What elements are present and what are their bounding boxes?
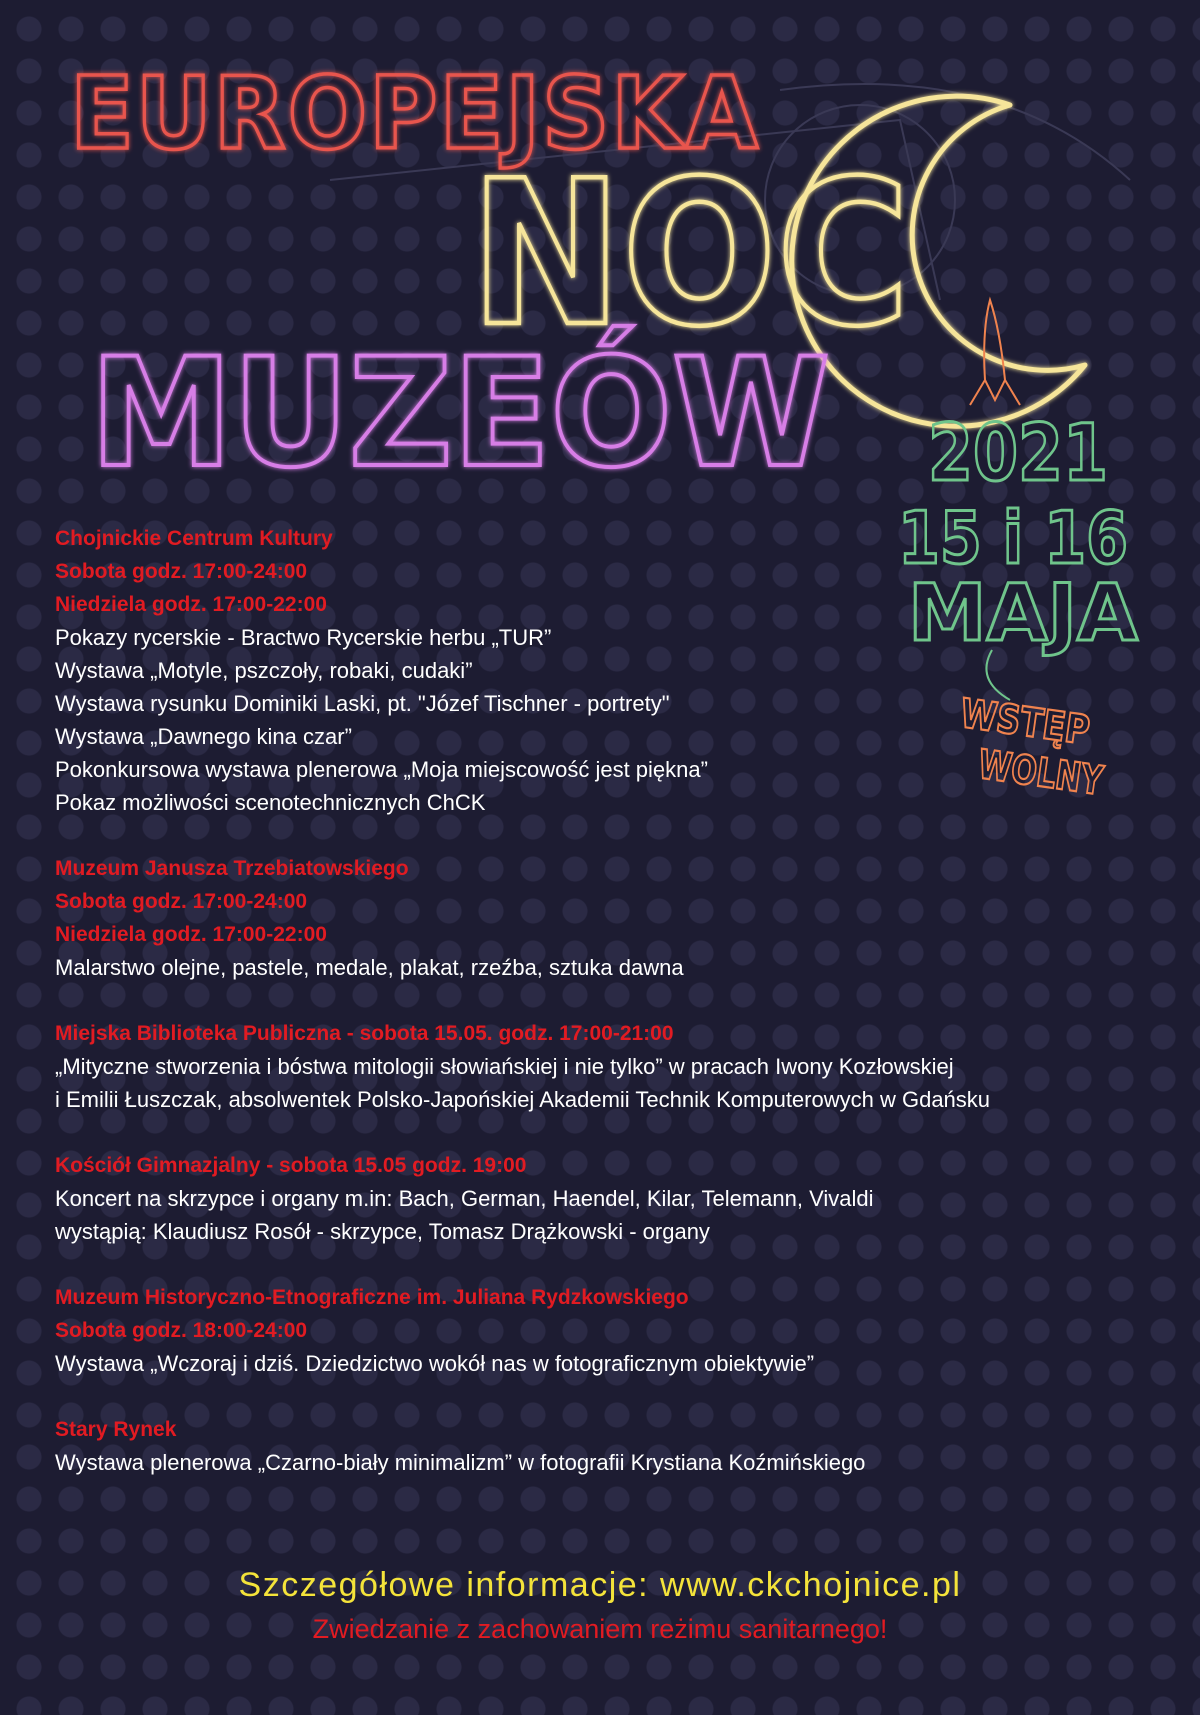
dates-label: 15 i 16 xyxy=(898,496,1128,580)
section-hours: Sobota godz. 17:00-24:00 xyxy=(55,560,308,583)
section-biblioteka xyxy=(55,1017,1175,1116)
title-line1: EUROPEJSKA xyxy=(70,55,760,172)
entry-line2: WOLNY xyxy=(975,741,1147,810)
section-muzeum-trzebiatowskiego xyxy=(55,852,1175,984)
month-label: MAJA xyxy=(908,569,1138,659)
section-hours: Niedziela godz. 17:00-22:00 xyxy=(55,923,327,946)
section-muzeum-historyczne xyxy=(55,1281,1175,1380)
event-item: Koncert na skrzypce i organy m.in: Bach, German, Haendel, Kilar, Telemann, Vivaldi xyxy=(55,1186,874,1211)
program-list xyxy=(55,522,1175,1512)
event-item: wystąpią: Klaudiusz Rosół - skrzypce, Tomasz Drążkowski - organy xyxy=(55,1219,710,1244)
event-item: „Mityczne stworzenia i bóstwa mitologii słowiańskiej i nie tylko” w pracach Iwony Kozłowskiej xyxy=(55,1054,954,1079)
event-item: Wystawa „Dawnego kina czar” xyxy=(55,724,352,749)
event-item: Wystawa „Wczoraj i dziś. Dziedzictwo wokół nas w fotograficznym obiektywie” xyxy=(55,1351,815,1376)
entry-line1: WSTĘP xyxy=(957,690,1120,759)
section-heading: Stary Rynek xyxy=(55,1418,177,1441)
section-stary-rynek xyxy=(55,1413,1175,1479)
section-heading: Muzeum Historyczno-Etnograficzne im. Juliana Rydzkowskiego xyxy=(55,1286,689,1309)
event-item: Pokazy rycerskie - Bractwo Rycerskie herbu „TUR” xyxy=(55,625,552,650)
title-line3: MUZEÓW xyxy=(90,327,866,501)
section-hours: Niedziela godz. 17:00-22:00 xyxy=(55,593,327,616)
event-item: Wystawa plenerowa „Czarno-biały minimalizm” w fotografii Krystiana Koźmińskiego xyxy=(55,1450,866,1475)
event-item: i Emilii Łuszczak, absolwentek Polsko-Japońskiej Akademii Technik Komputerowych w Gdańsku xyxy=(55,1087,991,1112)
section-heading: Muzeum Janusza Trzebiatowskiego xyxy=(55,857,409,880)
section-hours: Sobota godz. 17:00-24:00 xyxy=(55,890,308,913)
footer-info: Szczegółowe informacje: www.ckchojnice.pl xyxy=(238,1566,962,1604)
section-chck xyxy=(55,522,1175,819)
year-label: 2021 xyxy=(928,409,1108,499)
footer-sanitary: Zwiedzanie z zachowaniem reżimu sanitarnego! xyxy=(312,1614,888,1644)
section-heading: Chojnickie Centrum Kultury xyxy=(55,527,333,550)
title-line2: NOC xyxy=(470,138,910,371)
section-kosciol xyxy=(55,1149,1175,1248)
event-item: Wystawa „Motyle, pszczoły, robaki, cudaki” xyxy=(55,658,473,683)
event-item: Pokaz możliwości scenotechnicznych ChCK xyxy=(55,790,486,815)
event-item: Wystawa rysunku Dominiki Laski, pt. "Józef Tischner - portrety" xyxy=(55,691,670,716)
section-heading: Miejska Biblioteka Publiczna - sobota 15.05. godz. 17:00-21:00 xyxy=(55,1022,674,1045)
section-hours: Sobota godz. 18:00-24:00 xyxy=(55,1319,308,1342)
section-heading: Kościół Gimnazjalny - sobota 15.05 godz. 19:00 xyxy=(55,1154,527,1177)
event-item: Malarstwo olejne, pastele, medale, plakat, rzeźba, sztuka dawna xyxy=(55,955,684,980)
event-item: Pokonkursowa wystawa plenerowa „Moja miejscowość jest piękna” xyxy=(55,757,708,782)
headline-graphic xyxy=(0,0,1200,520)
